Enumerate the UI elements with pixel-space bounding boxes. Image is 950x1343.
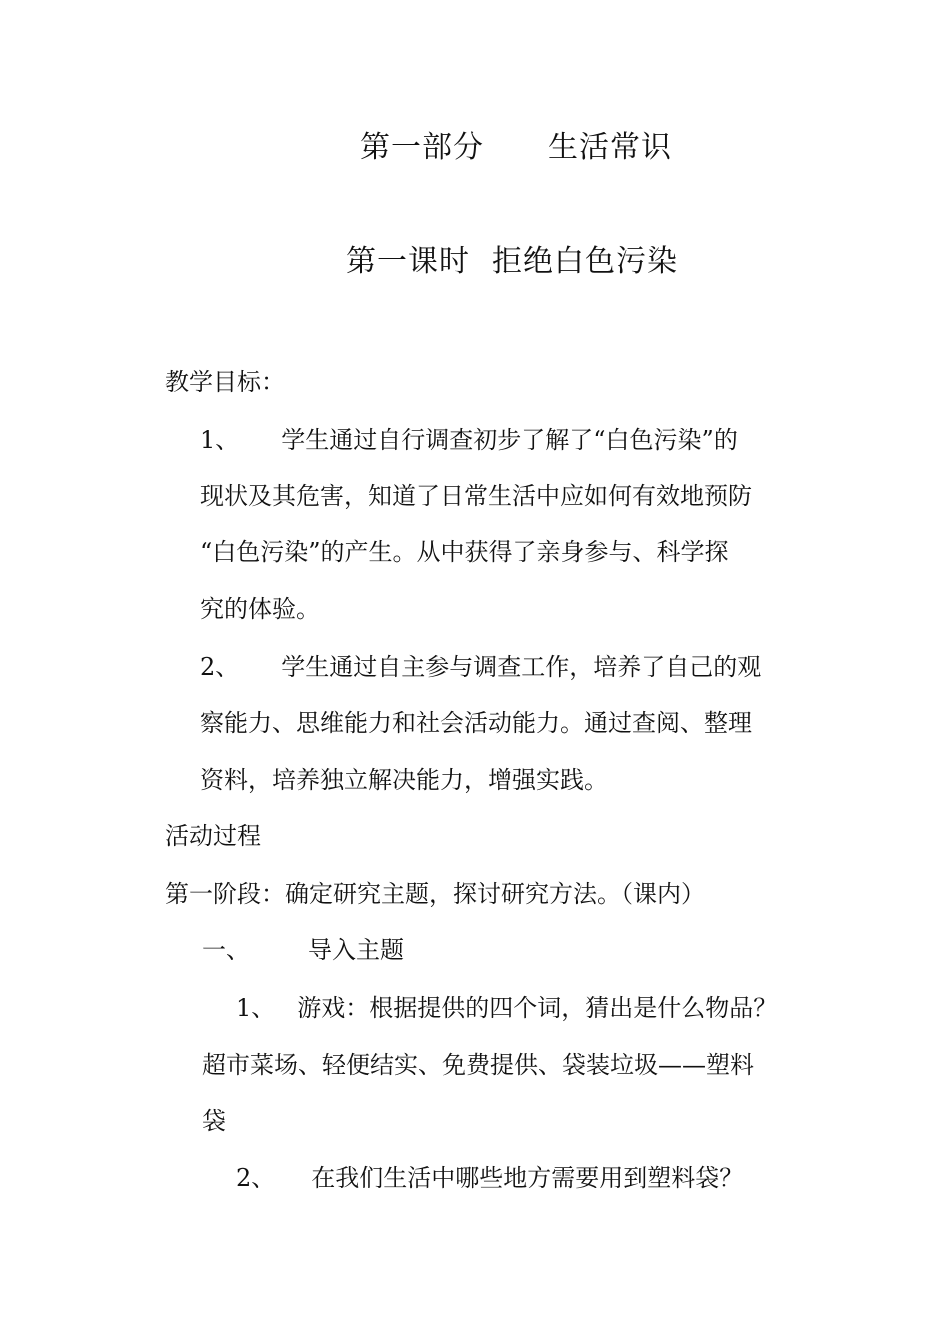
step-1-line-3: 袋 (202, 1107, 226, 1135)
objective-1-line-1 (200, 425, 738, 455)
part-title (360, 130, 672, 166)
lesson-title (346, 244, 678, 280)
objective-1-line-4: 究的体验。 (200, 595, 320, 623)
objective-2-line-1 (200, 652, 761, 682)
step-2-line (236, 1163, 743, 1193)
step-1-line-2: 超市菜场、轻便结实、免费提供、袋装垃圾——塑料 (202, 1051, 754, 1079)
objectives-heading: 教学目标： (165, 368, 285, 396)
lesson-name: 拒绝白色污染 (492, 244, 678, 279)
objective-1-line-3: “白色污染”的产生。从中获得了亲身参与、科学探 (200, 538, 729, 566)
part-label: 第一部分 (360, 130, 484, 165)
lesson-label: 第一课时 (346, 244, 470, 279)
objective-1-line-2: 现状及其危害，知道了日常生活中应如何有效地预防 (200, 482, 752, 510)
step-1-line-1 (236, 993, 777, 1023)
process-heading: 活动过程 (165, 822, 261, 850)
objective-1-number: 1、 (200, 426, 240, 454)
objective-1-text-1: 学生通过自行调查初步了解了“白色污染”的 (281, 426, 738, 454)
objective-2-line-3: 资料，培养独立解决能力，增强实践。 (200, 766, 608, 794)
section-1-heading (202, 935, 404, 965)
objective-2-line-2: 察能力、思维能力和社会活动能力。通过查阅、整理 (200, 709, 752, 737)
objective-2-number: 2、 (200, 653, 240, 681)
stage-1-heading: 第一阶段：确定研究主题，探讨研究方法。（课内） (165, 880, 705, 908)
section-1-number: 一、 (202, 936, 250, 964)
step-2-text: 在我们生活中哪些地方需要用到塑料袋？ (311, 1164, 744, 1192)
step-1-text-1: 游戏：根据提供的四个词，猜出是什么物品？ (297, 994, 778, 1022)
step-2-number: 2、 (236, 1164, 276, 1192)
objective-2-text-1: 学生通过自主参与调查工作，培养了自己的观 (281, 653, 762, 681)
section-1-title: 导入主题 (308, 936, 404, 964)
step-1-number: 1、 (236, 994, 276, 1022)
part-name: 生活常识 (548, 130, 672, 165)
